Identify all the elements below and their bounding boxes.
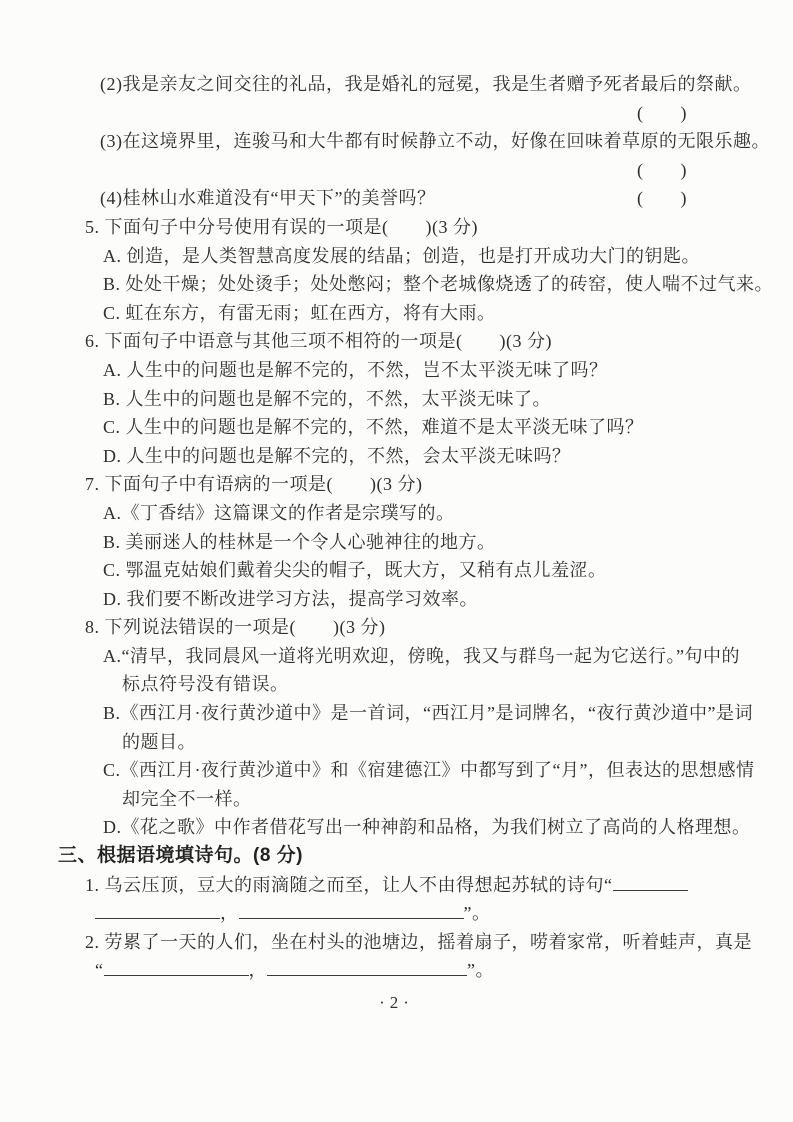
question-stem-text: 7. 下面句子中有语病的一项是( )(3 分) — [85, 474, 423, 495]
answer-bracket: ( ) — [637, 188, 687, 209]
question-5-option-a — [0, 242, 793, 271]
option-text: C. 虹在东方，有雷无雨；虹在西方，将有大雨。 — [103, 302, 496, 323]
section-three-item-2-line1 — [0, 928, 793, 957]
question-6-stem — [0, 327, 793, 356]
answer-bracket: ( ) — [637, 102, 687, 123]
section-three-heading — [0, 842, 793, 871]
option-text: B. 美丽迷人的桂林是一个令人心驰神往的地方。 — [103, 531, 496, 552]
question-8-option-c-line1 — [0, 756, 793, 785]
question-8-option-b-line1 — [0, 699, 793, 728]
section-three-item-1-line1 — [0, 871, 793, 900]
option-text: A.“清早，我同晨风一道将光明欢迎，傍晚，我又与群鸟一起为它送行。”句中的 — [103, 645, 740, 666]
question-8-option-b-line2 — [0, 728, 793, 757]
option-text: D. 人生中的问题也是解不完的，不然，会太平淡无味吗？ — [103, 445, 571, 466]
section-heading-text: 三、根据语境填诗句。(8 分) — [58, 845, 304, 867]
question-stem-text: 6. 下面句子中语意与其他三项不相符的一项是( )(3 分) — [85, 331, 552, 352]
option-text: A. 人生中的问题也是解不完的，不然，岂不太平淡无味了吗？ — [103, 359, 608, 380]
option-text: 标点符号没有错误。 — [122, 674, 289, 695]
question-6-option-c — [0, 413, 793, 442]
question-7-option-a — [0, 499, 793, 528]
fill-blank — [613, 888, 689, 891]
option-text: B. 处处干燥；处处烫手；处处憋闷；整个老城像烧透了的砖窑，使人喘不过气来。 — [103, 274, 774, 295]
question-stem-text: 8. 下列说法错误的一项是( )(3 分) — [85, 617, 386, 638]
question-5-stem — [0, 213, 793, 242]
sentence-item-2 — [0, 70, 793, 99]
sentence-text: (3)在这境界里，连骏马和大牛都有时候静立不动，好像在回味着草原的无限乐趣。 — [100, 131, 770, 152]
question-8-stem — [0, 613, 793, 642]
question-8-option-d — [0, 813, 793, 842]
question-5-option-c — [0, 299, 793, 328]
fill-blank — [95, 916, 220, 919]
section-three-item-2-line2 — [0, 956, 793, 985]
option-text: B. 人生中的问题也是解不完的，不然，太平淡无味了。 — [103, 388, 552, 409]
comma-separator: ， — [220, 903, 239, 924]
option-text: B.《西江月·夜行黄沙道中》是一首词，“西江月”是词牌名，“夜行黄沙道中”是词 — [103, 703, 753, 724]
option-text: C. 人生中的问题也是解不完的，不然，难道不是太平淡无味了吗？ — [103, 417, 644, 438]
page-number — [0, 993, 793, 1013]
question-7-option-d — [0, 585, 793, 614]
option-text: C.《西江月·夜行黄沙道中》和《宿建德江》中都写到了“月”，但表达的思想感情 — [103, 760, 755, 781]
option-text: A. 创造，是人类智慧高度发展的结晶；创造，也是打开成功大门的钥匙。 — [103, 245, 700, 266]
page-number-text: ·2· — [379, 993, 414, 1012]
prompt-text: 1. 乌云压顶，豆大的雨滴随之而至，让人不由得想起苏轼的诗句“ — [85, 874, 613, 895]
question-7-option-b — [0, 528, 793, 557]
option-text: A.《丁香结》这篇课文的作者是宗璞写的。 — [103, 502, 455, 523]
answer-bracket: ( ) — [637, 159, 687, 180]
prompt-text: 2. 劳累了一天的人们，坐在村头的池塘边，摇着扇子，唠着家常，听着蛙声，真是 — [85, 931, 752, 952]
option-text: D.《花之歌》中作者借花写出一种神韵和品格，为我们树立了高尚的人格理想。 — [103, 817, 751, 838]
question-stem-text: 5. 下面句子中分号使用有误的一项是( )(3 分) — [85, 216, 478, 237]
question-5-option-b — [0, 270, 793, 299]
answer-line-2 — [0, 99, 793, 128]
sentence-item-3 — [0, 127, 793, 156]
comma-separator: ， — [248, 960, 267, 981]
sentence-text: (2)我是亲友之间交往的礼品，我是婚礼的冠冕，我是生者赠予死者最后的祭献。 — [100, 74, 752, 94]
fill-blank — [239, 916, 464, 919]
fill-blank — [267, 973, 467, 976]
opening-quote: “ — [95, 960, 104, 981]
question-8-option-a-line2 — [0, 670, 793, 699]
question-6-option-a — [0, 356, 793, 385]
section-three-item-1-line2 — [0, 899, 793, 928]
question-7-stem — [0, 470, 793, 499]
question-8-option-a-line1 — [0, 642, 793, 671]
question-7-option-c — [0, 556, 793, 585]
option-text: 的题目。 — [122, 731, 196, 752]
option-text: D. 我们要不断改进学习方法，提高学习效率。 — [103, 588, 478, 609]
closing-quote: ”。 — [467, 960, 494, 981]
sentence-item-4 — [0, 184, 793, 213]
answer-line-3 — [0, 156, 793, 185]
question-8-option-c-line2 — [0, 785, 793, 814]
question-6-option-b — [0, 385, 793, 414]
option-text: C. 鄂温克姑娘们戴着尖尖的帽子，既大方，又稍有点儿羞涩。 — [103, 560, 607, 581]
option-text: 却完全不一样。 — [122, 788, 252, 809]
sentence-text: (4)桂林山水难道没有“甲天下”的美誉吗？ — [100, 188, 436, 209]
closing-quote: ”。 — [463, 903, 491, 924]
fill-blank — [104, 973, 249, 976]
question-6-option-d — [0, 442, 793, 471]
